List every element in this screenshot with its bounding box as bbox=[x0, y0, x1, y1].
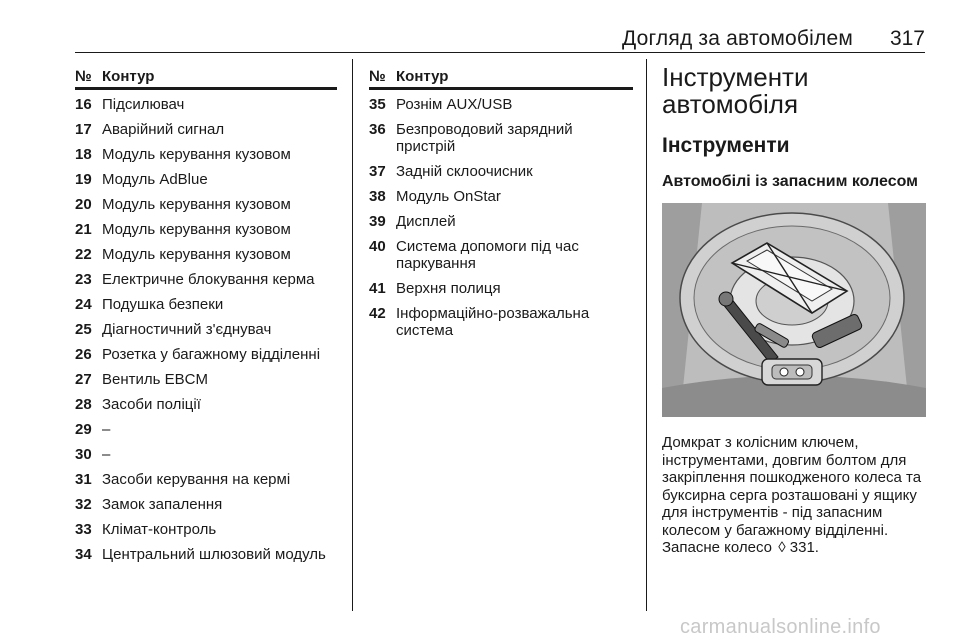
circuit-name: Подушка безпеки bbox=[102, 296, 224, 313]
table-row bbox=[369, 232, 633, 274]
circuit-name: Замок запалення bbox=[102, 496, 223, 513]
table-row bbox=[75, 490, 337, 515]
fuse-number: 18 bbox=[75, 146, 92, 163]
circuit-name: Рознім AUX/USB bbox=[396, 96, 513, 113]
table-body bbox=[75, 90, 337, 565]
fuse-number: 30 bbox=[75, 446, 92, 463]
fuse-number: 29 bbox=[75, 421, 92, 438]
circuit-name: Дисплей bbox=[396, 213, 456, 230]
fuse-number: 39 bbox=[369, 213, 386, 230]
fuse-number: 33 bbox=[75, 521, 92, 538]
header-rule bbox=[75, 52, 925, 53]
table-header-rule bbox=[369, 87, 633, 90]
table-header bbox=[75, 62, 337, 90]
circuit-name: Електричне блокування керма bbox=[102, 271, 315, 288]
fuse-number: 25 bbox=[75, 321, 92, 338]
table-row bbox=[75, 240, 337, 265]
section-subsubheading: Автомобілі із запасним колесом bbox=[662, 173, 918, 190]
circuit-name: Центральний шлюзовий модуль bbox=[102, 546, 326, 563]
table-row bbox=[369, 182, 633, 207]
table-row bbox=[75, 365, 337, 390]
page-number: 317 bbox=[889, 27, 925, 50]
fuse-number: 20 bbox=[75, 196, 92, 213]
circuit-name: Модуль OnStar bbox=[396, 188, 501, 205]
section-heading: Інструменти автомобіля bbox=[662, 62, 809, 119]
fuse-number: 37 bbox=[369, 163, 386, 180]
fuse-number: 34 bbox=[75, 546, 92, 563]
fuse-number: 26 bbox=[75, 346, 92, 363]
table-row bbox=[75, 115, 337, 140]
table-row bbox=[369, 115, 633, 157]
table-row bbox=[75, 515, 337, 540]
circuit-name: Модуль керування кузовом bbox=[102, 221, 291, 238]
page-header bbox=[75, 27, 925, 53]
circuit-name: Модуль AdBlue bbox=[102, 171, 208, 188]
table-row bbox=[75, 440, 337, 465]
circuit-name: Задній склоочисник bbox=[396, 163, 533, 180]
circuit-name: Модуль керування кузовом bbox=[102, 246, 291, 263]
fuse-number: 38 bbox=[369, 188, 386, 205]
circuit-name: Клімат-контроль bbox=[102, 521, 217, 538]
fuse-number: 27 bbox=[75, 371, 92, 388]
fuse-number: 31 bbox=[75, 471, 92, 488]
col-header-circuit: Контур bbox=[102, 68, 155, 85]
fuse-number: 24 bbox=[75, 296, 92, 313]
fuse-table-left bbox=[75, 62, 337, 565]
spare-wheel-tools-illustration bbox=[662, 203, 926, 417]
circuit-name: Засоби поліції bbox=[102, 396, 201, 413]
table-row bbox=[75, 140, 337, 165]
circuit-name: Модуль керування кузовом bbox=[102, 146, 291, 163]
circuit-name: Розетка у багажному відділенні bbox=[102, 346, 321, 363]
figure-caption bbox=[662, 434, 926, 557]
circuit-name: Безпроводовий зарядний пристрій bbox=[396, 121, 573, 155]
col-header-circuit: Контур bbox=[396, 68, 449, 85]
table-row bbox=[369, 90, 633, 115]
circuit-name: Аварійний сигнал bbox=[102, 121, 225, 138]
fuse-number: 35 bbox=[369, 96, 386, 113]
table-body bbox=[369, 90, 633, 341]
fuse-number: 36 bbox=[369, 121, 386, 138]
fuse-number: 19 bbox=[75, 171, 92, 188]
table-row bbox=[75, 215, 337, 240]
table-header bbox=[369, 62, 633, 90]
circuit-name: Система допомоги під час паркування bbox=[396, 238, 579, 272]
fuse-number: 41 bbox=[369, 280, 386, 297]
column-divider-1 bbox=[352, 59, 353, 611]
fuse-number: 40 bbox=[369, 238, 386, 255]
table-row bbox=[75, 265, 337, 290]
table-row bbox=[75, 90, 337, 115]
circuit-name: – bbox=[102, 446, 111, 463]
caption-page-ref[interactable]: 331. bbox=[789, 539, 819, 556]
watermark: carmanualsonline.info bbox=[680, 616, 881, 638]
circuit-name: Модуль керування кузовом bbox=[102, 196, 291, 213]
page-header-title: Догляд за автомобілем bbox=[621, 27, 853, 50]
table-row bbox=[75, 340, 337, 365]
table-row bbox=[75, 415, 337, 440]
col-header-number: № bbox=[369, 68, 386, 85]
table-row bbox=[369, 274, 633, 299]
fuse-number: 16 bbox=[75, 96, 92, 113]
table-row bbox=[369, 157, 633, 182]
fuse-number: 22 bbox=[75, 246, 92, 263]
circuit-name: Засоби керування на кермі bbox=[102, 471, 291, 488]
caption-text: Домкрат з колісним ключем, інструментами, довгим болтом для закріплення пошкодженого колеса та буксирна серга розташовані у ящику для інструментів - під запасним колесом у багажному відділенні. Запасне колесо bbox=[662, 434, 922, 556]
fuse-number: 21 bbox=[75, 221, 92, 238]
column-divider-2 bbox=[646, 59, 647, 611]
fuse-number: 32 bbox=[75, 496, 92, 513]
circuit-name: Діагностичний з'єднувач bbox=[102, 321, 272, 338]
tools-section bbox=[662, 64, 926, 557]
fuse-number: 17 bbox=[75, 121, 92, 138]
col-header-number: № bbox=[75, 68, 92, 85]
circuit-name: Вентиль EBCM bbox=[102, 371, 208, 388]
circuit-name: Підсилювач bbox=[102, 96, 185, 113]
fuse-number: 42 bbox=[369, 305, 386, 322]
arrow-reference-icon: ◊ bbox=[778, 539, 786, 556]
table-row bbox=[75, 165, 337, 190]
table-row bbox=[75, 465, 337, 490]
table-row bbox=[75, 290, 337, 315]
table-row bbox=[75, 315, 337, 340]
fuse-table-right bbox=[369, 62, 633, 341]
fuse-number: 28 bbox=[75, 396, 92, 413]
circuit-name: Верхня полиця bbox=[396, 280, 501, 297]
fuse-number: 23 bbox=[75, 271, 92, 288]
section-subheading: Інструменти bbox=[662, 134, 790, 157]
table-row bbox=[369, 299, 633, 341]
table-row bbox=[369, 207, 633, 232]
circuit-name: – bbox=[102, 421, 111, 438]
table-header-rule bbox=[75, 87, 337, 90]
circuit-name: Інформаційно-розважальна система bbox=[396, 305, 590, 339]
table-row bbox=[75, 190, 337, 215]
table-row bbox=[75, 540, 337, 565]
table-row bbox=[75, 390, 337, 415]
